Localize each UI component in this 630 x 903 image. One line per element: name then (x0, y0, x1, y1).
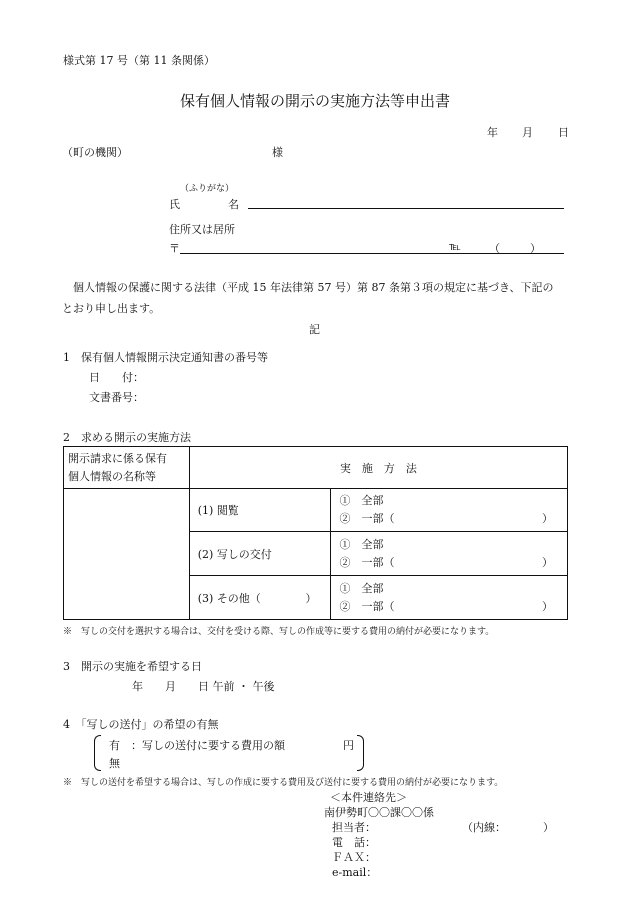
section1-docno-label: 文書番号： (89, 391, 144, 404)
bracket-left (94, 735, 101, 771)
row-options (331, 532, 568, 576)
section3-date-line: 年 月 日 午前 ・ 午後 (132, 680, 275, 693)
option-partial[interactable]: ② 一部（ (339, 512, 395, 525)
delivery-no[interactable]: 無 (109, 757, 120, 770)
option-partial[interactable]: ② 一部（ (339, 599, 395, 613)
row-label: (2) 写しの交付 (189, 532, 331, 576)
paren-close: ） (542, 556, 553, 569)
col1-line-1: 開示請求に係る保有 (68, 451, 167, 465)
tel-paren-close: ） (530, 242, 541, 255)
option-all[interactable]: ① 全部 (339, 537, 384, 551)
contact-ext-close: ） (543, 821, 554, 834)
name-label-1: 氏 (169, 198, 180, 211)
section2-note: ※ 写しの交付を選択する場合は、交付を受ける際、写しの作成等に要する費用の納付が必要になります。 (63, 627, 495, 637)
address-label: 住所又は居所 (169, 223, 235, 236)
delivery-yen: 円 (343, 739, 354, 752)
name-label-2: 名 (228, 198, 239, 211)
paren-close: ） (305, 591, 317, 605)
intro-line-1: 個人情報の保護に関する法律（平成 15 年法律第 57 号）第 87 条第３項の規定に基づき、下記の (73, 281, 554, 294)
date-month: 月 (522, 126, 533, 139)
date-year: 年 (487, 126, 498, 139)
section2-heading: 2 求める開示の実施方法 (63, 431, 191, 444)
ki-label: 記 (309, 323, 320, 336)
form-number: 様式第 17 号（第 11 条関係） (63, 54, 215, 67)
tel-paren-open: （ (489, 242, 500, 255)
intro-line-2: とおり申し出ます。 (62, 302, 161, 315)
page-title: 保有個人情報の開示の実施方法等申出書 (179, 92, 450, 110)
paren-close: ） (542, 600, 553, 613)
contact-dept: 南伊勢町〇〇課〇〇係 (324, 806, 434, 819)
row-options (331, 489, 568, 532)
table-header-method: 実 施 方 法 (189, 447, 567, 489)
date-day: 日 (558, 126, 569, 139)
bracket-right (357, 735, 364, 771)
section1-heading: 1 保有個人情報開示決定通知書の番号等 (63, 351, 268, 364)
paren-close: ） (542, 512, 553, 525)
tel-mark: ℡ (449, 240, 461, 253)
method-table (63, 446, 568, 620)
addressee-org: （町の機関） (62, 146, 128, 159)
section1-date-label: 日 付： (89, 371, 144, 384)
info-name-cell[interactable] (64, 489, 190, 620)
delivery-yes[interactable]: 有 ：写しの送付に要する費用の額 (109, 739, 285, 752)
name-line[interactable] (248, 208, 564, 209)
address-line[interactable] (180, 253, 564, 254)
contact-heading: ＜本件連絡先＞ (330, 791, 407, 804)
table-header-name (64, 447, 190, 489)
option-all[interactable]: ① 全部 (339, 581, 384, 595)
postal-mark: 〒 (169, 242, 180, 255)
option-partial[interactable]: ② 一部（ (339, 555, 395, 569)
row-label-other (189, 576, 331, 620)
section3-heading: 3 開示の実施を希望する日 (63, 660, 202, 673)
contact-fax-label: ＦＡＸ： (332, 851, 376, 864)
contact-person-label: 担当者： (332, 821, 376, 834)
furigana-label: （ふりがな） (180, 184, 235, 194)
option-all[interactable]: ① 全部 (339, 494, 384, 507)
addressee-honorific: 様 (272, 146, 283, 159)
col1-line-2: 個人情報の名称等 (68, 469, 156, 483)
row-label: (1) 閲覧 (189, 489, 331, 532)
row-options (331, 576, 568, 620)
contact-ext-label: （内線： (462, 821, 506, 834)
contact-tel-label: 電 話： (332, 836, 376, 849)
section4-note: ※ 写しの送付を希望する場合は、写しの作成に要する費用及び送付に要する費用の納付が必要になります。 (63, 778, 504, 788)
row-label: (3) その他（ (197, 591, 261, 605)
section4-heading: 4 「写しの送付」の希望の有無 (63, 718, 219, 731)
contact-email-label: e-mail： (332, 866, 378, 879)
